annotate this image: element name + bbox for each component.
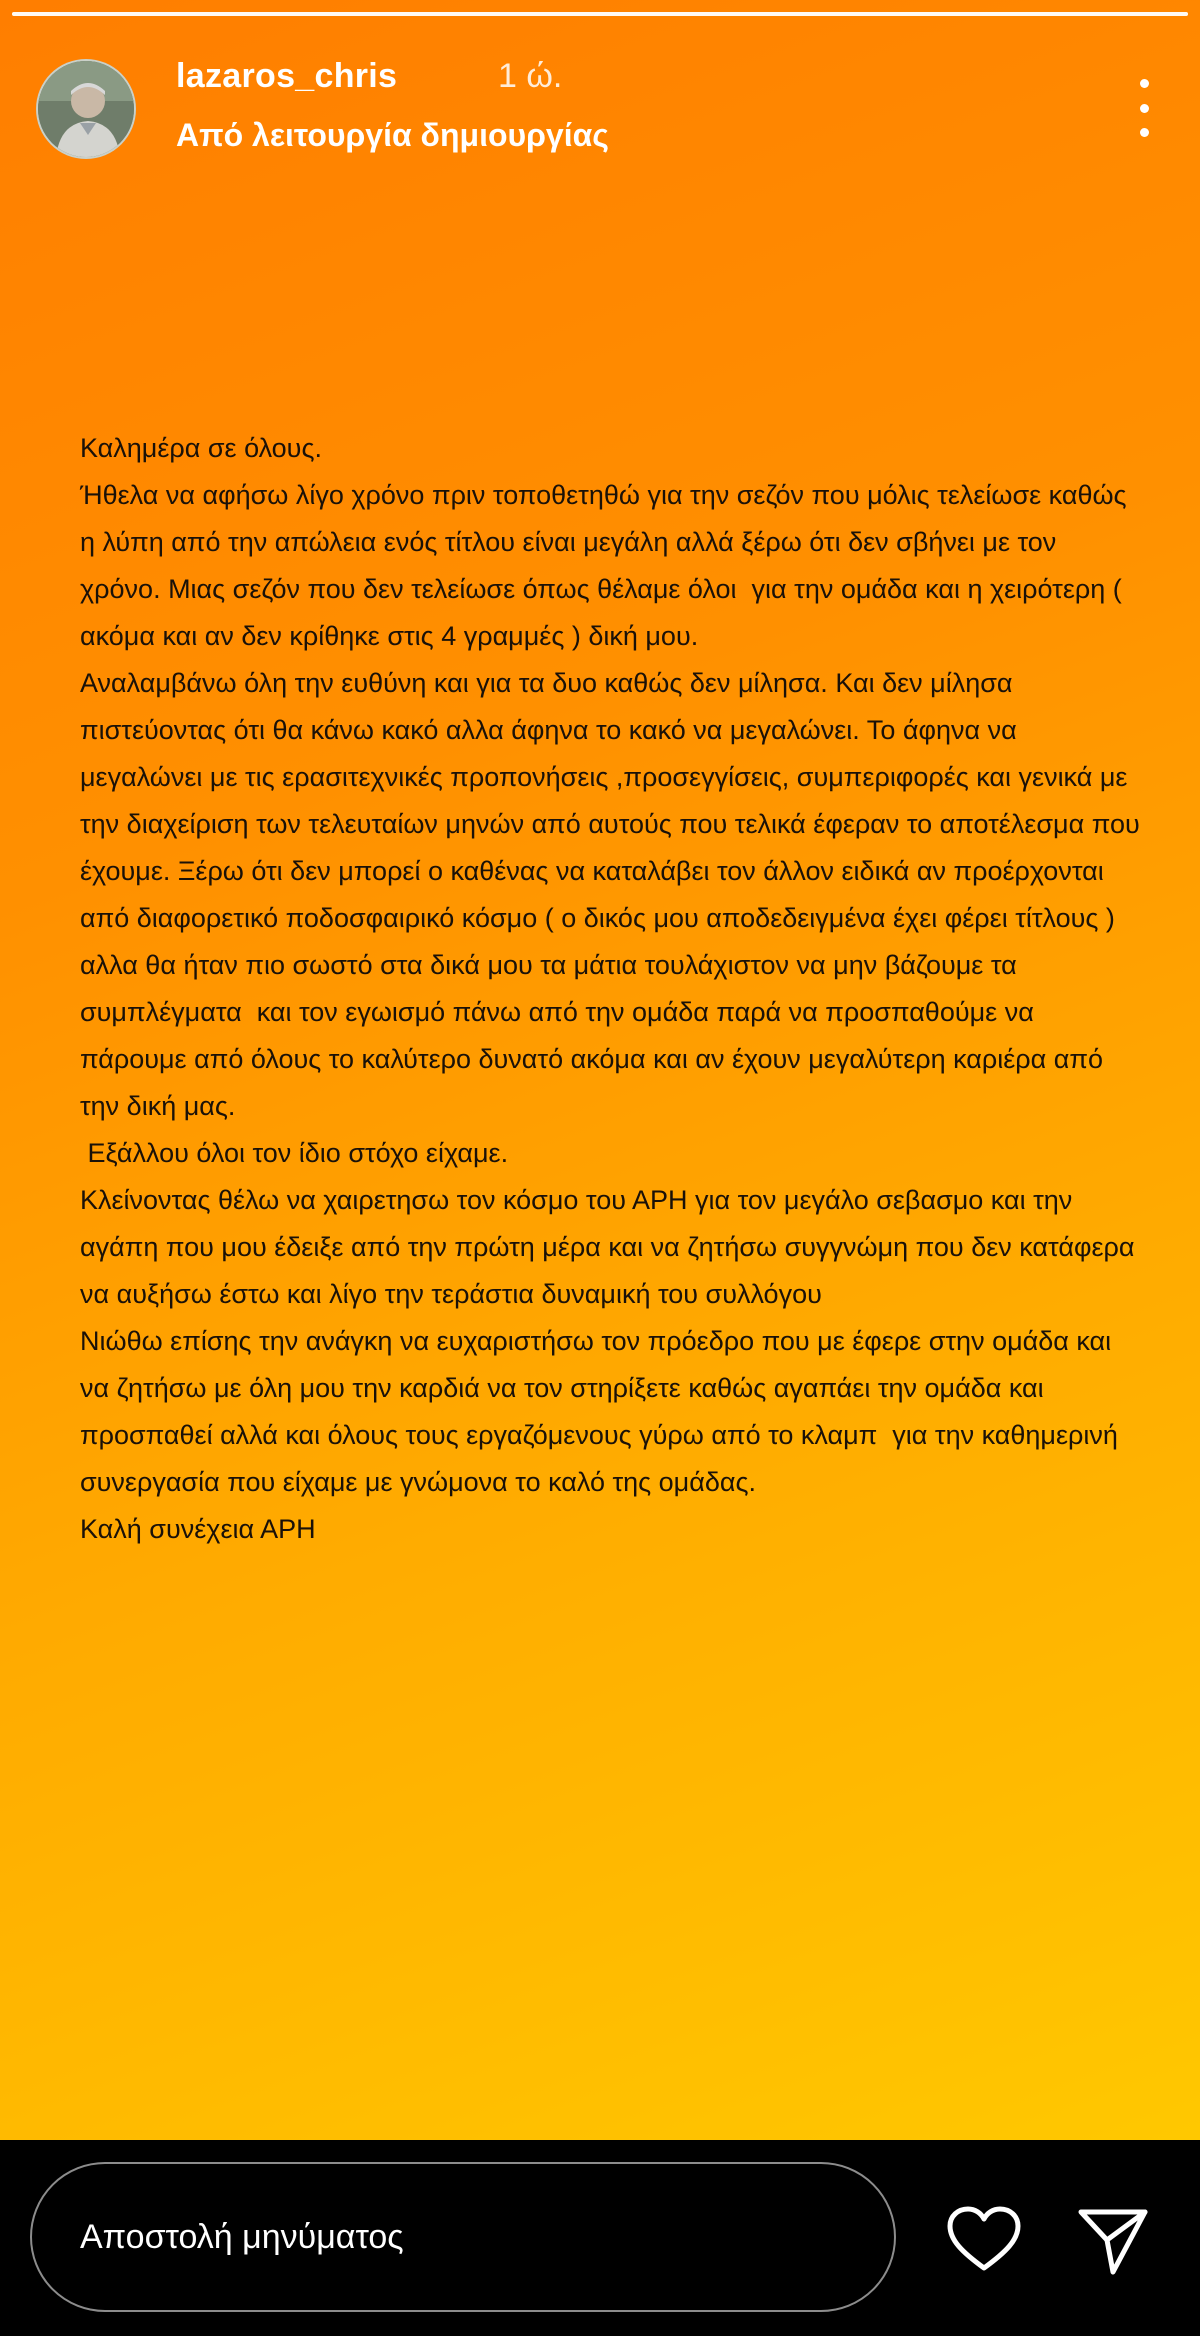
text-paragraph: Εξάλλου όλοι τον ίδιο στόχο είχαμε. bbox=[80, 1138, 509, 1168]
message-input[interactable] bbox=[30, 2162, 896, 2312]
story-text bbox=[80, 425, 1148, 1553]
story-header bbox=[36, 55, 1164, 165]
heart-icon[interactable] bbox=[944, 2204, 1024, 2274]
text-paragraph: Καλημέρα σε όλους. bbox=[80, 433, 322, 463]
message-input-placeholder: Αποστολή μηνύματος bbox=[80, 2217, 404, 2256]
more-dot bbox=[1140, 128, 1149, 137]
text-paragraph: Ήθελα να αφήσω λίγο χρόνο πριν τοποθετηθώ για την σεζόν που μόλις τελείωσε καθώς η λύπη από την απώλεια ενός τίτλου είναι μεγάλη αλλά ξέρω ότι δεν σβήνει με τον χρόνο. Μιας σεζόν που δεν τελείωσε όπως θέλαμε όλοι για την ομάδα και η χειρότερη ( ακόμα και αν δεν κρίθηκε στις 4 γραμμές ) δική μου. bbox=[80, 480, 1135, 651]
story-source-label[interactable]: Από λειτουργία δημιουργίας bbox=[176, 117, 609, 153]
profile-photo bbox=[38, 61, 134, 157]
text-paragraph: Κλείνοντας θέλω να χαιρετησω τον κόσμο του ΑΡΗ για τον μεγάλο σεβασμο και την αγάπη που μου έδειξε από την πρώτη μέρα και να ζητήσω συγγνώμη που δεν κατάφερα να αυξήσω έστω και λίγο την τεράστια δυναμική του συλλόγου bbox=[80, 1185, 1142, 1309]
send-icon[interactable] bbox=[1073, 2200, 1153, 2280]
story-progress-bar bbox=[12, 12, 1188, 16]
username[interactable]: lazaros_chris bbox=[176, 57, 398, 95]
more-dot bbox=[1140, 79, 1149, 88]
timestamp: 1 ώ. bbox=[498, 57, 563, 95]
text-paragraph: Αναλαμβάνω όλη την ευθύνη και για τα δυο καθώς δεν μίλησα. Και δεν μίλησα πιστεύοντας ότι θα κάνω κακό αλλα άφηνα το κακό να μεγαλώνει. Το άφηνα να μεγαλώνει με τις ερασιτεχνικές προπονήσεις ,προσεγγίσεις, συμπεριφορές και γενικά με την διαχείριση των τελευταίων μηνών από αυτούς που τελικά έφεραν το αποτέλεσμα που έχουμε. Ξέρω ότι δεν μπορεί ο καθένας να καταλάβει τον άλλον ειδικά αν προέρχονται από διαφορετικό ποδοσφαιρικό κόσμο ( ο δικός μου αποδεδειγμένα έχει φέρει τίτλους ) αλλα θα ήταν πιο σωστό στα δικά μου τα μάτια τουλάχιστον να μην βάζουμε τα συμπλέγματα και τον εγωισμό πάνω από την ομάδα παρά να προσπαθούμε να πάρουμε από όλους το καλύτερο δυνατό ακόμα και αν έχουν μεγαλύτερη καριέρα από την δική μας. bbox=[80, 668, 1148, 1121]
more-dot bbox=[1140, 104, 1149, 113]
more-vertical-icon[interactable] bbox=[1124, 73, 1164, 143]
text-paragraph: Καλή συνέχεια ΑΡΗ bbox=[80, 1514, 316, 1544]
text-paragraph: Νιώθω επίσης την ανάγκη να ευχαριστήσω τον πρόεδρο που με έφερε στην ομάδα και να ζητήσω με όλη μου την καρδιά να τον στηρίξετε καθώς αγαπάει την ομάδα και προσπαθεί αλλά και όλους τους εργαζόμενους γύρω από το κλαμπ για την καθημερινή συνεργασία που είχαμε με γνώμονα το καλό της ομάδας. bbox=[80, 1326, 1126, 1497]
story-progress-fill bbox=[12, 12, 1188, 16]
avatar[interactable] bbox=[36, 59, 136, 159]
